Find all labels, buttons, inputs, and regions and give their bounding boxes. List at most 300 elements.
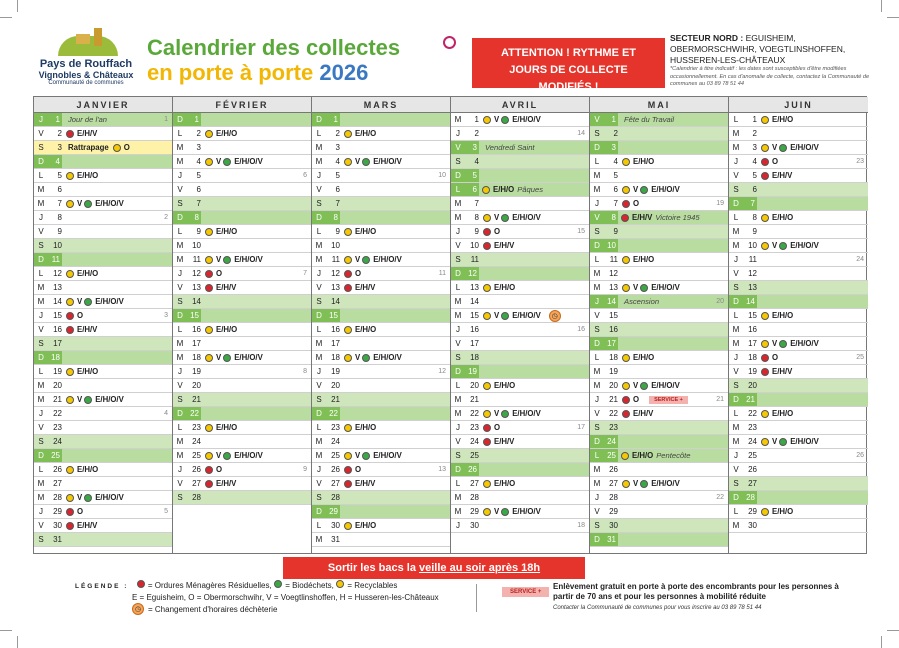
collection-codes: E/H/O [77,465,99,474]
day-number: 27 [609,479,618,488]
yellow-dot-icon [761,438,769,446]
day-letter: L [455,381,461,390]
day-letter: L [177,227,183,236]
day-number: 13 [748,283,757,292]
day-row [34,519,172,533]
day-row [451,197,589,211]
day-row [312,183,450,197]
legend-yellow: = Recyclables [347,581,398,590]
day-number: 25 [48,449,62,463]
red-dot-icon [205,480,213,488]
day-row [590,309,728,323]
legend [75,580,439,615]
day-row [312,239,450,253]
red-dot-icon [761,172,769,180]
day-number: 2 [196,129,201,138]
day-letter: J [317,171,321,180]
collection-codes: E/H/O/V [95,297,124,306]
day-row [729,225,868,239]
collection-codes: E/H/V [77,521,98,530]
collection-codes: E/H/O [355,423,377,432]
day-letter: M [454,297,462,306]
disclaimer-note: *Calendrier à titre indicatif : les dates sont susceptibles d'être modifiées occasionnellement. En cas d'anomalie de collecte, contactez la Communauté de communes au 03 89 78 51 44 [670,66,870,87]
day-number: 12 [465,267,479,281]
day-number: 1 [48,113,62,127]
yellow-dot-icon [761,116,769,124]
service-text: Enlèvement gratuit en porte à porte des encombrants pour les personnes à partir de 70 ans et pour les personnes à mobilité réduite [553,582,839,601]
week-number: 8 [303,368,307,375]
day-letter: M [315,255,323,264]
day-letter: S [594,521,600,530]
day-number: 10 [604,239,618,253]
day-number: 16 [53,325,62,334]
day-number: 13 [192,283,201,292]
red-dot-icon [761,158,769,166]
collection-codes: E/H/O [772,311,794,320]
day-letter: S [733,185,739,194]
day-letter: M [732,241,740,250]
day-row [451,519,589,533]
day-letter: M [315,339,323,348]
day-number: 7 [57,199,62,208]
day-letter: J [34,113,48,127]
collection-codes: V [494,507,500,516]
day-letter: V [316,381,322,390]
day-row [451,253,589,267]
day-letter: L [38,367,44,376]
collection-codes: V [77,395,83,404]
day-letter: J [39,311,43,320]
day-number: 10 [53,241,62,250]
day-row [173,113,311,127]
day-letter: D [173,211,187,225]
day-number: 17 [604,337,618,351]
day-number: 15 [609,311,618,320]
day-letter: M [454,311,462,320]
collection-codes: E/H/O/V [234,451,263,460]
green-dot-icon [640,186,648,194]
day-letter: V [594,507,600,516]
week-number: 14 [577,130,585,137]
collection-codes: E/H/O/V [790,241,819,250]
day-number: 18 [48,351,62,365]
day-letter: V [590,211,604,225]
collection-codes: E/H/O/V [512,507,541,516]
yellow-dot-icon [66,200,74,208]
green-dot-icon [779,144,787,152]
red-dot-icon [761,368,769,376]
green-dot-icon [362,158,370,166]
day-number: 23 [748,423,757,432]
day-row [173,281,311,295]
day-letter: D [312,211,326,225]
week-number: 15 [577,228,585,235]
day-row [173,141,311,155]
collection-codes: E/H/O/V [373,255,402,264]
day-letter: D [451,169,465,183]
day-row [590,225,728,239]
day-row [590,337,728,351]
day-letter: L [316,129,322,138]
day-number: 23 [609,423,618,432]
clock-icon: ◷ [132,603,144,615]
week-number: 1 [164,116,168,123]
day-row [590,505,728,519]
day-number: 22 [748,409,757,418]
collection-codes: E/H/O [216,423,238,432]
day-letter: S [455,255,461,264]
day-letter: J [39,409,43,418]
collection-codes: O [494,423,501,432]
day-number: 22 [609,409,618,418]
yellow-dot-icon [344,256,352,264]
green-dot-icon [501,508,509,516]
day-number: 29 [748,507,757,516]
crop-mark [17,0,18,12]
day-row [173,365,311,379]
red-dot-icon [66,522,74,530]
day-number: 11 [331,255,340,264]
green-dot-icon [501,116,509,124]
day-row [312,337,450,351]
logo-title: Pays de Rouffach [39,58,133,70]
day-number: 8 [326,211,340,225]
day-row [451,323,589,337]
day-number: 10 [331,241,340,250]
day-number: 9 [752,227,757,236]
day-row [173,169,311,183]
day-row [590,239,728,253]
red-dot-icon [205,270,213,278]
day-number: 21 [609,395,618,404]
day-number: 16 [609,325,618,334]
day-row [729,421,868,435]
yellow-dot-icon [113,144,121,152]
day-number: 27 [53,479,62,488]
day-letter: V [177,479,183,488]
day-row [34,127,172,141]
day-row [34,477,172,491]
day-number: 9 [57,227,62,236]
week-number: 10 [438,172,446,179]
yellow-dot-icon [483,410,491,418]
day-letter: M [454,493,462,502]
day-number: 18 [470,353,479,362]
day-row [34,267,172,281]
day-number: 23 [331,423,340,432]
collection-codes: E/H/O/V [512,409,541,418]
day-number: 12 [331,269,340,278]
yellow-dot-icon [66,494,74,502]
day-row [451,421,589,435]
day-letter: J [734,157,738,166]
day-number: 1 [326,113,340,127]
day-letter: M [593,367,601,376]
day-row [312,113,450,127]
day-row [590,183,728,197]
yellow-dot-icon [761,508,769,516]
month-column [312,97,451,553]
day-number: 8 [57,213,62,222]
day-number: 18 [331,353,340,362]
day-letter: S [594,227,600,236]
day-row [312,127,450,141]
day-number: 30 [470,521,479,530]
day-number: 19 [609,367,618,376]
green-dot-icon [362,452,370,460]
day-letter: J [590,295,604,309]
yellow-dot-icon [622,186,630,194]
collection-codes: O [494,227,501,236]
collection-codes: E/H/V [216,283,237,292]
day-letter: M [315,143,323,152]
day-row [312,533,450,547]
day-row [173,197,311,211]
day-number: 12 [609,269,618,278]
day-row [729,435,868,449]
day-number: 4 [335,157,340,166]
day-letter: L [316,521,322,530]
yellow-dot-icon [761,410,769,418]
day-letter: M [37,479,45,488]
day-row [312,449,450,463]
day-number: 14 [331,297,340,306]
day-number: 28 [53,493,62,502]
day-row [729,505,868,519]
collection-codes: E/H/V [632,213,653,222]
day-row [729,309,868,323]
day-number: 11 [748,255,757,264]
day-letter: V [451,141,465,155]
day-letter: S [316,297,322,306]
day-letter: M [176,143,184,152]
banner-text: Sortir les bacs la [327,562,420,574]
day-row [729,519,868,533]
yellow-dot-icon [344,354,352,362]
collection-codes: V [772,241,778,250]
green-dot-icon [640,382,648,390]
day-number: 27 [192,479,201,488]
holiday-name: Fête du Travail [624,115,675,124]
day-row [312,323,450,337]
red-dot-icon [761,354,769,362]
day-row [173,155,311,169]
day-row [173,267,311,281]
collection-codes: E/H/O/V [651,479,680,488]
day-number: 16 [192,325,201,334]
day-number: 28 [609,493,618,502]
day-number: 26 [748,465,757,474]
day-row [34,533,172,547]
day-number: 9 [196,227,201,236]
day-row [34,211,172,225]
day-row [451,267,589,281]
day-number: 3 [335,143,340,152]
yellow-dot-icon [344,228,352,236]
week-number: 21 [716,396,724,403]
day-row [34,155,172,169]
day-row [729,253,868,267]
day-letter: M [454,213,462,222]
day-number: 1 [604,113,618,127]
service-badge: SERVICE + [649,396,688,404]
legend-clock: = Changement d'horaires déchèterie [148,604,278,614]
day-letter: D [590,141,604,155]
collection-codes: E/H/O/V [234,255,263,264]
day-row [34,253,172,267]
day-letter: J [178,269,182,278]
day-letter: M [732,325,740,334]
day-letter: J [456,423,460,432]
day-letter: M [37,199,45,208]
day-row [729,365,868,379]
collection-codes: E/H/O/V [373,353,402,362]
red-dot-icon [621,214,629,222]
day-row [590,281,728,295]
day-letter: D [729,393,743,407]
day-letter: M [315,535,323,544]
day-letter: M [176,451,184,460]
collection-codes: E/H/O [216,129,238,138]
yellow-dot-icon [344,326,352,334]
day-letter: M [37,297,45,306]
day-letter: V [177,185,183,194]
day-number: 3 [465,141,479,155]
day-number: 29 [326,505,340,519]
collection-codes: O [123,143,130,152]
day-letter: M [732,521,740,530]
day-row [590,323,728,337]
week-number: 4 [164,410,168,417]
collection-codes: E/H/O [494,479,516,488]
day-letter: M [37,283,45,292]
day-number: 11 [609,255,618,264]
day-row [173,323,311,337]
day-number: 2 [613,129,618,138]
red-dot-icon [483,242,491,250]
day-row [590,533,728,547]
day-letter: D [451,463,465,477]
month-column [590,97,729,553]
day-row [312,519,450,533]
day-letter: V [38,325,44,334]
day-row [34,379,172,393]
day-row [312,211,450,225]
day-number: 18 [748,353,757,362]
day-letter: D [451,267,465,281]
red-dot-icon [344,284,352,292]
day-letter: S [177,395,183,404]
day-row [729,477,868,491]
collection-codes: E/H/O [772,115,794,124]
day-number: 28 [743,491,757,505]
week-number: 9 [303,466,307,473]
day-letter: V [455,339,461,348]
day-row [451,295,589,309]
week-number: 23 [856,158,864,165]
day-number: 19 [748,367,757,376]
day-letter: M [454,395,462,404]
collection-codes: E/H/V [355,283,376,292]
collection-codes: V [772,437,778,446]
day-number: 24 [748,437,757,446]
day-row [34,197,172,211]
day-letter: S [594,129,600,138]
collection-codes: V [77,297,83,306]
collection-codes: E/H/O/V [234,157,263,166]
day-number: 18 [609,353,618,362]
logo-tagline: Communauté de communes [48,80,124,86]
week-number: 6 [303,172,307,179]
day-letter: V [316,479,322,488]
day-letter: D [590,435,604,449]
day-letter: V [38,227,44,236]
week-number: 25 [856,354,864,361]
day-number: 25 [470,451,479,460]
collection-codes: O [772,157,779,166]
day-row [451,449,589,463]
day-number: 26 [465,463,479,477]
day-row [312,295,450,309]
day-row [173,351,311,365]
day-letter: M [37,493,45,502]
day-number: 3 [57,143,62,152]
red-dot-icon [483,228,491,236]
day-number: 3 [196,143,201,152]
collection-codes: E/H/V [633,409,654,418]
day-number: 2 [335,129,340,138]
day-letter: M [454,115,462,124]
day-row [729,295,868,309]
day-row [451,225,589,239]
day-letter: J [456,129,460,138]
collection-codes: E/H/O [772,507,794,516]
collection-codes: V [355,353,361,362]
day-number: 17 [470,339,479,348]
collection-codes: E/H/O/V [512,311,541,320]
day-letter: D [312,309,326,323]
sector-towns: EGUISHEIM, OBERMORSCHWIHR, VOEGTLINSHOFFEN, HUSSEREN-LES-CHÂTEAUX [670,33,846,65]
day-letter: V [455,241,461,250]
day-row [729,141,868,155]
day-letter: D [590,533,604,547]
day-number: 7 [335,199,340,208]
day-number: 1 [752,115,757,124]
yellow-dot-icon [622,480,630,488]
day-letter: S [177,493,183,502]
day-number: 7 [196,199,201,208]
legend-label: LÉGENDE : [75,583,129,590]
collection-codes: E/H/O/V [373,451,402,460]
day-letter: L [594,353,600,362]
day-letter: M [176,255,184,264]
collection-codes: O [216,465,223,474]
day-row [729,155,868,169]
day-number: 6 [57,185,62,194]
collection-codes: O [355,269,362,278]
collection-codes: E/H/V [77,325,98,334]
day-row [312,141,450,155]
day-row [451,393,589,407]
day-number: 24 [192,437,201,446]
day-row [173,309,311,323]
green-dot-icon [84,200,92,208]
day-row [34,239,172,253]
collection-codes: V [633,381,639,390]
banner-underlined: veille au soir après 18h [419,562,541,574]
day-letter: J [178,465,182,474]
red-dot-icon [66,130,74,138]
